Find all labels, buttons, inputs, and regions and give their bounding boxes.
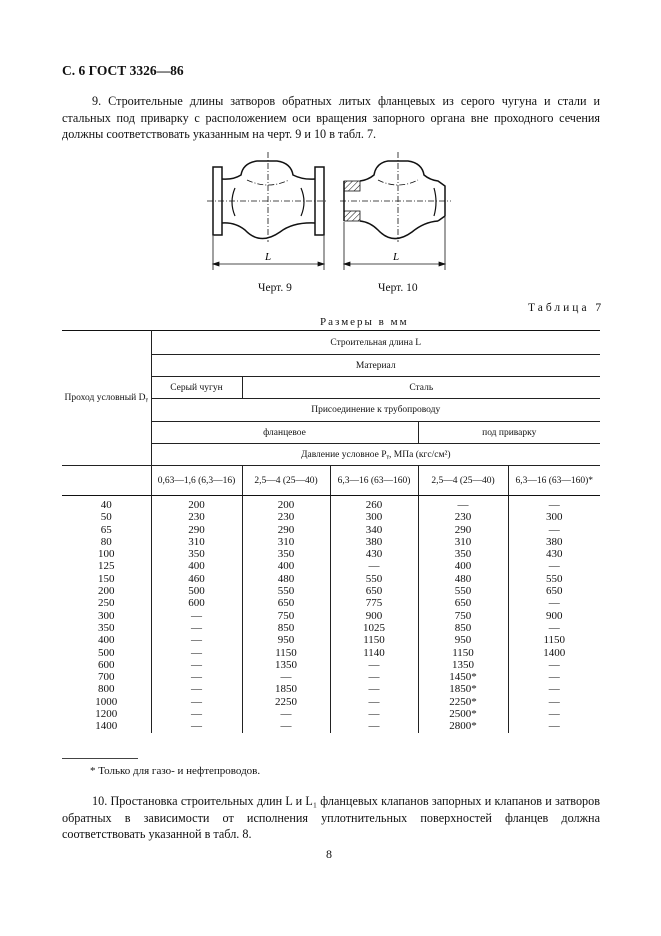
table-cell: — <box>508 708 600 720</box>
header-welded: под приварку <box>418 422 600 444</box>
page-header: С. 6 ГОСТ 3326—86 <box>62 63 184 78</box>
table-cell: 950 <box>242 634 330 646</box>
header-material: Материал <box>151 355 600 377</box>
table-cell: 430 <box>330 548 418 560</box>
table-cell: 1400 <box>62 720 151 732</box>
table-cell: 350 <box>418 548 508 560</box>
header-pressure-col-3: 6,3—16 (63—160) <box>330 466 418 496</box>
table-cell: — <box>151 671 242 683</box>
table-cell: 850 <box>242 622 330 634</box>
table-cell: — <box>508 622 600 634</box>
table-cell: 200 <box>151 496 242 512</box>
table-cell: — <box>508 524 600 536</box>
table-cell: 2500* <box>418 708 508 720</box>
table-cell: — <box>242 671 330 683</box>
table-cell: 1140 <box>330 647 418 659</box>
table-cell: 260 <box>330 496 418 512</box>
table-cell: 2250* <box>418 696 508 708</box>
table-cell: 850 <box>418 622 508 634</box>
table-cell: 1350 <box>242 659 330 671</box>
table-cell: 750 <box>242 610 330 622</box>
table-row <box>62 647 600 659</box>
table-cell: 350 <box>242 548 330 560</box>
table-cell: — <box>242 720 330 732</box>
table-cell: 500 <box>62 647 151 659</box>
header-gray-iron: Серый чугун <box>151 377 242 399</box>
table-cell: 400 <box>151 560 242 572</box>
table-cell: 80 <box>62 536 151 548</box>
table-cell: 1450* <box>418 671 508 683</box>
table-cell: 100 <box>62 548 151 560</box>
table-cell: 550 <box>418 585 508 597</box>
footnote-divider <box>62 758 138 759</box>
table-cell: — <box>508 659 600 671</box>
table-cell: 310 <box>242 536 330 548</box>
table-cell: 600 <box>151 597 242 609</box>
table-cell: 550 <box>242 585 330 597</box>
table-cell: 200 <box>62 585 151 597</box>
table-row <box>62 708 600 720</box>
table-row <box>62 622 600 634</box>
table-cell: 1850 <box>242 683 330 695</box>
table-cell: 300 <box>62 610 151 622</box>
table-row <box>62 524 600 536</box>
table-cell: — <box>508 496 600 512</box>
table-cell: 250 <box>62 597 151 609</box>
table-cell: 290 <box>242 524 330 536</box>
table-cell: — <box>418 496 508 512</box>
table-cell: 200 <box>242 496 330 512</box>
table-cell: — <box>151 720 242 732</box>
table-cell: 480 <box>418 573 508 585</box>
table-cell: 1150 <box>242 647 330 659</box>
table-cell: 2800* <box>418 720 508 732</box>
table-cell: 310 <box>151 536 242 548</box>
table-cell: 1150 <box>330 634 418 646</box>
paragraph-9: 9. Строительные длины затворов обратных литых фланцевых из серого чугуна и стали и стальных под приварку с расположением оси вращения запорного органа вне проходного сечения должны соответствовать указанным на черт. 9 и 10 в табл. 7. <box>62 94 600 141</box>
table-cell: 400 <box>242 560 330 572</box>
table-row <box>62 671 600 683</box>
table-row <box>62 659 600 671</box>
table-cell: — <box>151 622 242 634</box>
table-cell: 150 <box>62 573 151 585</box>
table-row <box>62 634 600 646</box>
drawing-10 <box>338 150 453 272</box>
table-cell: 50 <box>62 511 151 523</box>
table-cell: 1150 <box>418 647 508 659</box>
table-cell: 1200 <box>62 708 151 720</box>
table-cell: 230 <box>242 511 330 523</box>
table-row <box>62 597 600 609</box>
table-cell: — <box>330 696 418 708</box>
table-cell: — <box>508 671 600 683</box>
table-cell: 650 <box>330 585 418 597</box>
table-cell: — <box>151 683 242 695</box>
table-cell: 460 <box>151 573 242 585</box>
header-pressure-col-5: 6,3—16 (63—160)* <box>508 466 600 496</box>
table-cell: — <box>508 720 600 732</box>
table-row <box>62 548 600 560</box>
table-cell: 700 <box>62 671 151 683</box>
table-cell: 310 <box>418 536 508 548</box>
table-cell: 430 <box>508 548 600 560</box>
table-cell: — <box>508 696 600 708</box>
drawing-9 <box>205 150 330 272</box>
table-cell: — <box>330 659 418 671</box>
table-cell: 300 <box>330 511 418 523</box>
paragraph-10: 10. Простановка строительных длин L и L₁ фланцевых клапанов запорных и клапанов и затворов обратных в зависимости от исполнения уплотнительных поверхностей фланцев должна соответствовать указанной в табл. 8. <box>62 794 600 841</box>
table-cell: 350 <box>151 548 242 560</box>
header-build-length: Строительная длина L <box>151 331 600 355</box>
table-cell: 480 <box>242 573 330 585</box>
table-title: Таблица 7 <box>528 302 605 314</box>
table-cell: 1025 <box>330 622 418 634</box>
table-cell: — <box>151 659 242 671</box>
table-cell: — <box>330 708 418 720</box>
table-cell: — <box>151 610 242 622</box>
table-cell: 775 <box>330 597 418 609</box>
table-cell: — <box>508 560 600 572</box>
table-cell: — <box>151 647 242 659</box>
table-cell: — <box>151 696 242 708</box>
figure-10-caption: Черт. 10 <box>378 282 418 294</box>
table-units: Размеры в мм <box>320 316 409 328</box>
table-cell: 350 <box>62 622 151 634</box>
table-cell: 650 <box>418 597 508 609</box>
table-cell: 500 <box>151 585 242 597</box>
table-row <box>62 560 600 572</box>
table-cell: — <box>242 708 330 720</box>
table-cell: 1350 <box>418 659 508 671</box>
table-cell: 2250 <box>242 696 330 708</box>
table-row <box>62 496 600 512</box>
table-cell: 290 <box>418 524 508 536</box>
table-cell: — <box>330 671 418 683</box>
table-cell: — <box>151 634 242 646</box>
table-cell: 650 <box>508 585 600 597</box>
table-cell: 230 <box>418 511 508 523</box>
table-cell: 900 <box>508 610 600 622</box>
table-cell: — <box>151 708 242 720</box>
table-cell: 800 <box>62 683 151 695</box>
table-cell: 650 <box>242 597 330 609</box>
table-row <box>62 573 600 585</box>
table-cell: 900 <box>330 610 418 622</box>
header-pressure: Давление условное Pᵧ, МПа (кгс/см²) <box>151 444 600 466</box>
header-passage: Проход условный Dᵧ <box>62 331 151 466</box>
page-number: 8 <box>326 847 332 861</box>
header-steel: Сталь <box>242 377 600 399</box>
table-body <box>62 496 600 733</box>
table-cell: 40 <box>62 496 151 512</box>
table-row <box>62 696 600 708</box>
header-pressure-col-4: 2,5—4 (25—40) <box>418 466 508 496</box>
table-row <box>62 511 600 523</box>
table-cell: 400 <box>62 634 151 646</box>
table-cell: 125 <box>62 560 151 572</box>
table-cell: 400 <box>418 560 508 572</box>
table-cell: 380 <box>508 536 600 548</box>
table-cell: 1850* <box>418 683 508 695</box>
table-row <box>62 536 600 548</box>
dim-label-10: L <box>393 251 400 263</box>
table-row <box>62 585 600 597</box>
table-cell: 300 <box>508 511 600 523</box>
figure-9-caption: Черт. 9 <box>258 282 292 294</box>
table-cell: 340 <box>330 524 418 536</box>
table-cell: 1400 <box>508 647 600 659</box>
header-pressure-col-2: 2,5—4 (25—40) <box>242 466 330 496</box>
header-connection: Присоединение к трубопроводу <box>151 399 600 422</box>
header-blank <box>62 466 151 496</box>
table-cell: 230 <box>151 511 242 523</box>
header-pressure-col-1: 0,63—1,6 (6,3—16) <box>151 466 242 496</box>
table-cell: 950 <box>418 634 508 646</box>
table-cell: 380 <box>330 536 418 548</box>
table-cell: 1150 <box>508 634 600 646</box>
footnote: * Только для газо- и нефтепроводов. <box>90 765 261 777</box>
table-cell: — <box>508 683 600 695</box>
table-cell: 750 <box>418 610 508 622</box>
table-cell: — <box>508 597 600 609</box>
table-cell: — <box>330 720 418 732</box>
header-flanged: фланцевое <box>151 422 418 444</box>
dimensions-table <box>62 330 600 733</box>
table-row <box>62 683 600 695</box>
table-cell: 550 <box>330 573 418 585</box>
table-cell: 1000 <box>62 696 151 708</box>
table-cell: 600 <box>62 659 151 671</box>
table-cell: 65 <box>62 524 151 536</box>
table-row <box>62 610 600 622</box>
table-cell: — <box>330 683 418 695</box>
dim-label-9: L <box>265 251 272 263</box>
table-cell: — <box>330 560 418 572</box>
table-cell: 290 <box>151 524 242 536</box>
table-cell: 550 <box>508 573 600 585</box>
table-row <box>62 720 600 732</box>
